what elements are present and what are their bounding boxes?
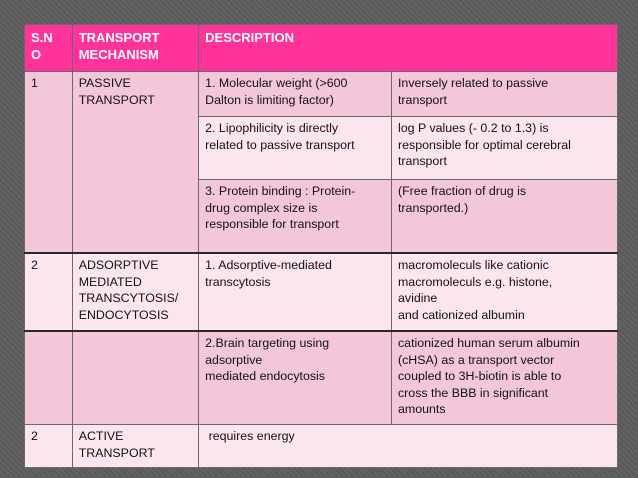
header-description bbox=[199, 25, 618, 72]
table-row bbox=[25, 331, 618, 425]
row1-mechanism bbox=[72, 72, 198, 254]
header-sno bbox=[25, 25, 73, 72]
row1-detail-3-text: (Free fraction of drug is transported.) bbox=[397, 184, 527, 215]
row3-sno-text: 2 bbox=[31, 429, 38, 443]
row1-detail-1-text: Inversely related to passive transport bbox=[397, 76, 549, 107]
row1-factor-1 bbox=[199, 72, 392, 117]
row2-factor-1 bbox=[199, 253, 392, 331]
row1-sno-text: 1 bbox=[31, 76, 38, 90]
row1-factor-3 bbox=[199, 180, 392, 254]
row1-factor-3-text: 3. Protein binding : Protein- drug complex size is responsible for transport bbox=[205, 184, 356, 231]
table-row bbox=[25, 253, 618, 331]
row1-factor-1-text: 1. Molecular weight (>600 Dalton is limiting factor) bbox=[205, 76, 348, 107]
header-sno-label: S.N O bbox=[31, 30, 53, 62]
row1-mechanism-text: PASSIVE TRANSPORT bbox=[78, 76, 155, 107]
row1-factor-2-text: 2. Lipophilicity is directly related to passive transport bbox=[205, 121, 355, 152]
row2-sno-empty bbox=[25, 331, 73, 425]
row2-detail-2 bbox=[391, 331, 617, 425]
row3-mechanism bbox=[72, 425, 198, 468]
row3-mechanism-text: ACTIVE TRANSPORT bbox=[78, 429, 155, 460]
row1-detail-3 bbox=[391, 180, 617, 254]
row3-description-text: requires energy bbox=[205, 429, 295, 443]
row2-mechanism bbox=[72, 253, 198, 331]
row2-factor-2-text: 2.Brain targeting using adsorptive mediated endocytosis bbox=[205, 336, 330, 383]
row2-mechanism-text: ADSORPTIVE MEDIATED TRANSCYTOSIS/ ENDOCYTOSIS bbox=[78, 258, 179, 322]
row3-description bbox=[199, 425, 618, 468]
row2-factor-2 bbox=[199, 331, 392, 425]
row2-detail-2-text: cationized human serum albumin (cHSA) as a transport vector coupled to 3H-biotin is able to cross the BBB in significant amounts bbox=[397, 336, 580, 416]
header-mechanism bbox=[72, 25, 198, 72]
row2-factor-1-text: 1. Adsorptive-mediated transcytosis bbox=[205, 258, 332, 289]
row1-factor-2 bbox=[199, 117, 392, 180]
row1-detail-2 bbox=[391, 117, 617, 180]
table-row bbox=[25, 425, 618, 468]
header-mechanism-label: TRANSPORT MECHANISM bbox=[78, 30, 160, 62]
table-row bbox=[25, 72, 618, 117]
row3-sno bbox=[25, 425, 73, 468]
row2-detail-1-text: macromoleculs like cationic macromoleculs e.g. histone, avidine and cationized albumin bbox=[397, 258, 553, 322]
header-description-label: DESCRIPTION bbox=[205, 30, 294, 45]
row2-sno-text: 2 bbox=[31, 258, 38, 272]
row2-detail-1 bbox=[391, 253, 617, 331]
row1-detail-2-text: log P values (- 0.2 to 1.3) is responsible for optimal cerebral transport bbox=[397, 121, 571, 168]
transport-table bbox=[24, 24, 618, 468]
row2-mechanism-empty bbox=[72, 331, 198, 425]
row1-sno bbox=[25, 72, 73, 254]
header-row bbox=[25, 25, 618, 72]
row2-sno bbox=[25, 253, 73, 331]
row1-detail-1 bbox=[391, 72, 617, 117]
